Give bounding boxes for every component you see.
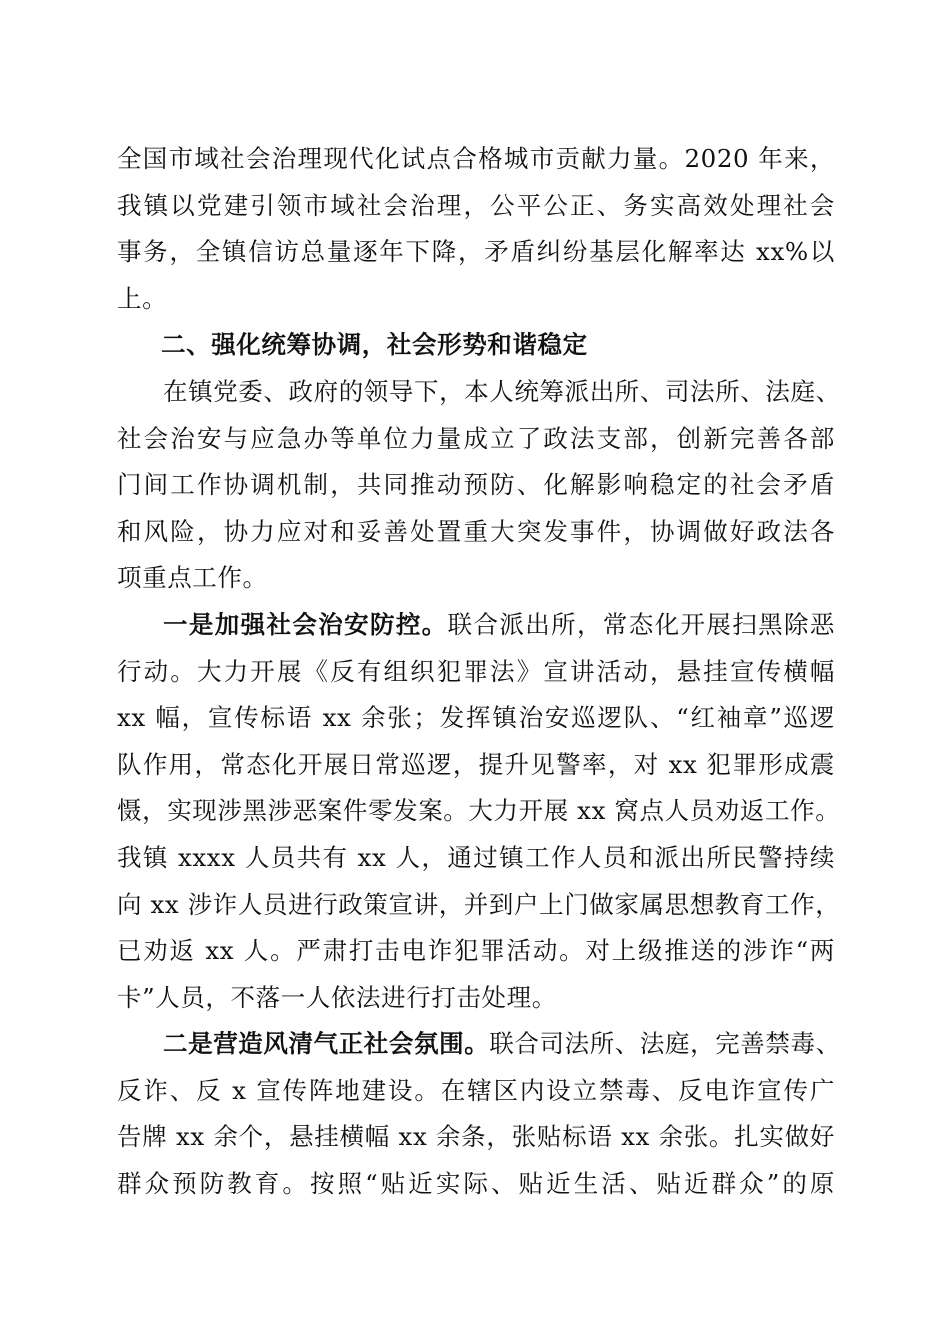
paragraph-line: 已劝返 xx 人。严肃打击电诈犯罪活动。对上级推送的涉诈“两: [117, 936, 835, 966]
paragraph-line: 慑，实现涉黑涉恶案件零发案。大力开展 xx 窝点人员劝返工作。: [117, 796, 841, 826]
paragraph-line: [117, 602, 835, 649]
paragraph-line: 项重点工作。: [117, 563, 268, 593]
paragraph-line: 门间工作协调机制，共同推动预防、化解影响稳定的社会矛盾: [117, 470, 835, 500]
paragraph-line: 行动。大力开展《反有组织犯罪法》宣讲活动，悬挂宣传横幅: [117, 656, 835, 686]
section-heading-text: 二、强化统筹协调，社会形势和谐稳定: [161, 330, 588, 360]
section-heading: [117, 322, 835, 369]
paragraph-line-text: 联合派出所，常态化开展扫黑除恶: [447, 609, 835, 639]
paragraph-line: 在镇党委、政府的领导下，本人统筹派出所、司法所、法庭、: [163, 376, 841, 406]
paragraph-line: 反诈、反 x 宣传阵地建设。在辖区内设立禁毒、反电诈宣传广: [117, 1075, 835, 1105]
paragraph-line: 队作用，常态化开展日常巡逻，提升见警率，对 xx 犯罪形成震: [117, 749, 835, 779]
paragraph-line-text: 联合司法所、法庭，完善禁毒、: [489, 1029, 841, 1059]
paragraph-line: 事务，全镇信访总量逐年下降，矛盾纠纷基层化解率达 xx%以: [117, 237, 835, 267]
paragraph-line: 卡”人员，不落一人依法进行打击处理。: [117, 982, 557, 1012]
paragraph-line: [117, 1021, 841, 1068]
paragraph-3: [117, 602, 841, 1021]
paragraph-line: 和风险，协力应对和妥善处置重大突发事件，协调做好政法各: [117, 516, 835, 546]
paragraph-2: [117, 369, 841, 602]
document-page: [117, 136, 841, 1208]
paragraph-lead: 二是营造风清气正社会氛围。: [163, 1029, 490, 1059]
paragraph-line: 群众预防教育。按照“贴近实际、贴近生活、贴近群众”的原: [117, 1169, 835, 1199]
paragraph-line: 全国市域社会治理现代化试点合格城市贡献力量。2020 年来，: [117, 144, 835, 173]
paragraph-1: [117, 136, 835, 322]
paragraph-line: xx 幅，宣传标语 xx 余张；发挥镇治安巡逻队、“红袖章”巡逻: [117, 703, 835, 733]
paragraph-line: 向 xx 涉诈人员进行政策宣讲，并到户上门做家属思想教育工作，: [117, 889, 841, 919]
paragraph-line: 上。: [117, 283, 168, 313]
paragraph-4: [117, 1021, 841, 1207]
paragraph-line: 社会治安与应急办等单位力量成立了政法支部，创新完善各部: [117, 423, 835, 453]
paragraph-line: 我镇以党建引领市域社会治理，公平公正、务实高效处理社会: [117, 190, 835, 220]
paragraph-line: 告牌 xx 余个，悬挂横幅 xx 余条，张贴标语 xx 余张。扎实做好: [117, 1122, 835, 1152]
paragraph-line: 我镇 xxxx 人员共有 xx 人，通过镇工作人员和派出所民警持续: [117, 842, 835, 872]
paragraph-lead: 一是加强社会治安防控。: [163, 609, 448, 639]
